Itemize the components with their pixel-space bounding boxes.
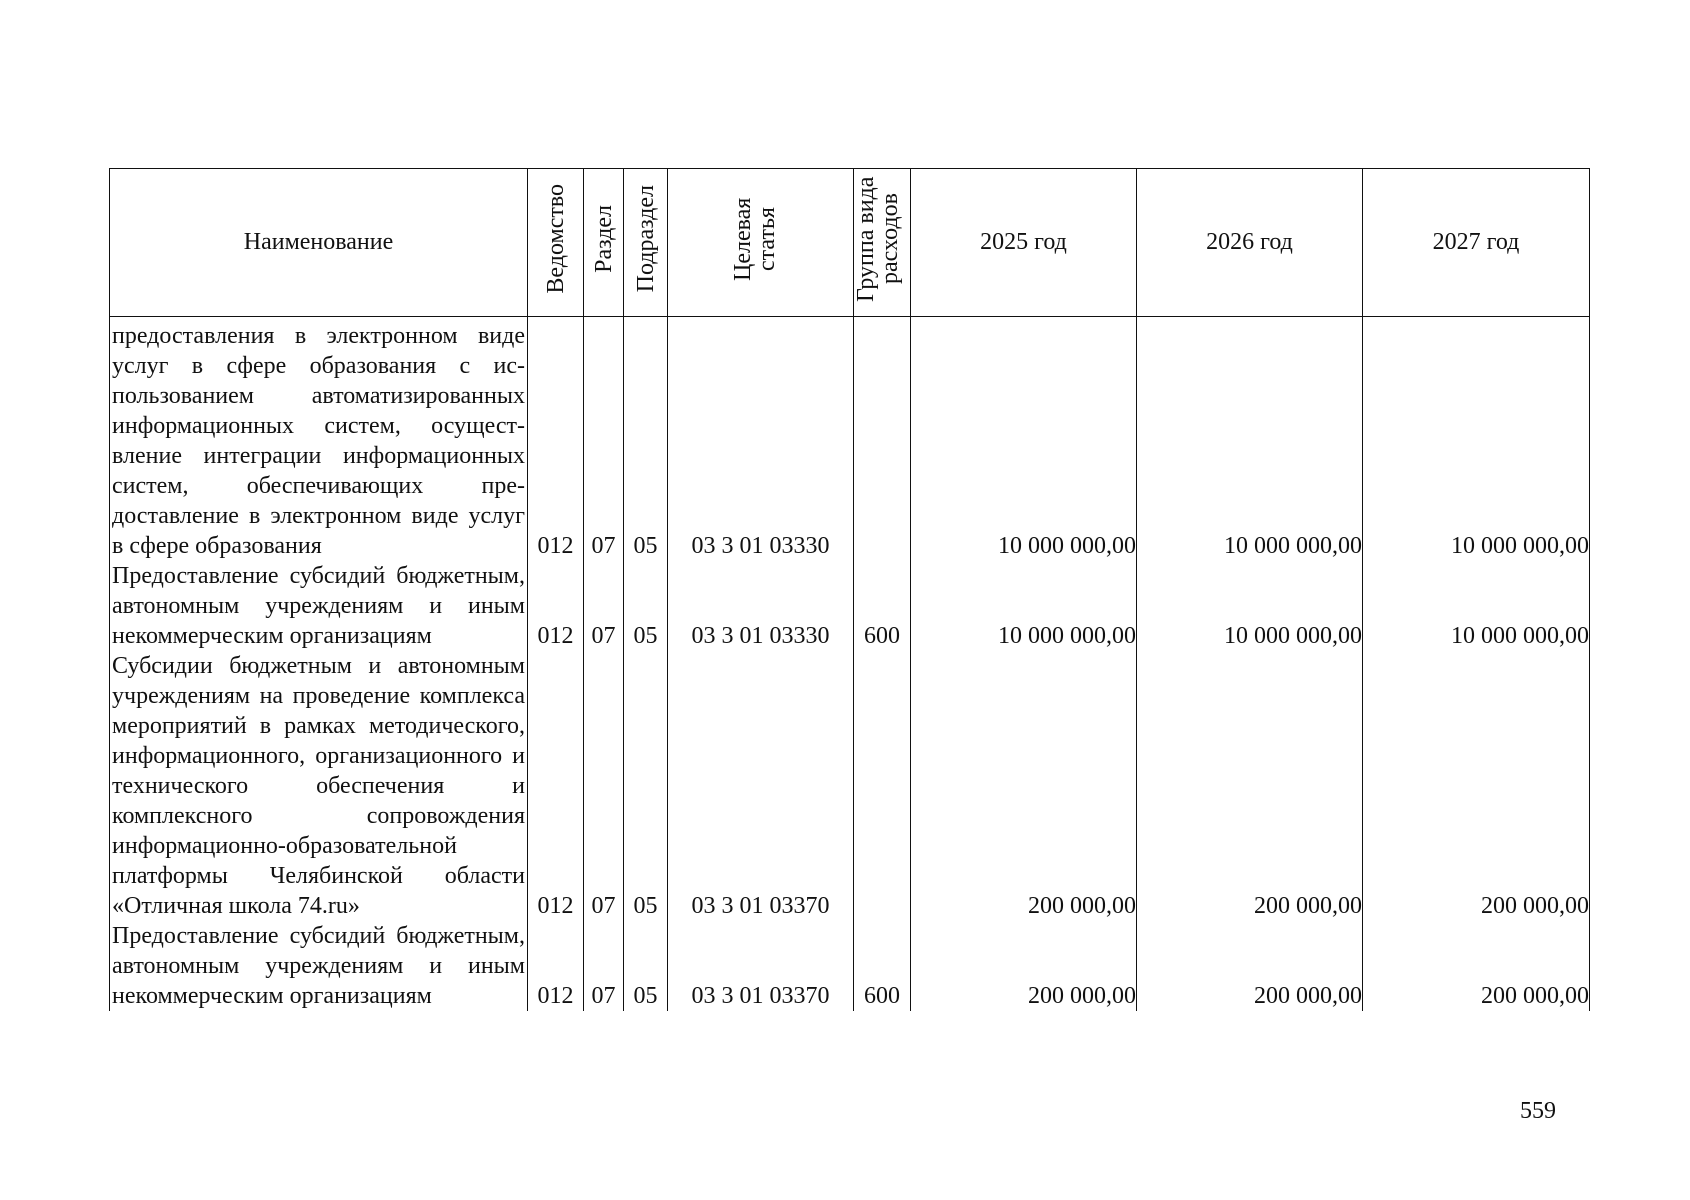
header-row <box>110 169 1590 317</box>
header-section: Раздел <box>584 169 624 317</box>
row-amount-2027: 200 000,00 <box>1363 651 1590 921</box>
row-agency: 012 <box>528 561 584 651</box>
row-section: 07 <box>584 317 624 562</box>
row-amount-2027: 10 000 000,00 <box>1363 317 1590 562</box>
row-expense-group <box>854 317 911 562</box>
row-amount-2025: 200 000,00 <box>911 921 1137 1011</box>
row-expense-group: 600 <box>854 921 911 1011</box>
header-name: Наименование <box>110 169 528 317</box>
header-expense-group: Группа вида расходов <box>854 169 911 317</box>
budget-table <box>109 168 1590 1011</box>
header-target-article: Целевая статья <box>668 169 854 317</box>
header-year-2025: 2025 год <box>911 169 1137 317</box>
row-name: предоставления в электронном виде услуг в сфере образования с использованием автоматизированных информационных систем, осуществление интеграции информационных систем, обеспечивающих предоставление в электронном виде услуг в сфере образования <box>110 317 528 562</box>
page-number: 559 <box>1520 1098 1556 1124</box>
row-subsection: 05 <box>624 651 668 921</box>
row-agency: 012 <box>528 317 584 562</box>
table-row <box>110 651 1590 921</box>
row-amount-2026: 10 000 000,00 <box>1137 561 1363 651</box>
header-agency: Ведомство <box>528 169 584 317</box>
row-expense-group: 600 <box>854 561 911 651</box>
row-section: 07 <box>584 561 624 651</box>
row-amount-2026: 200 000,00 <box>1137 651 1363 921</box>
table-row <box>110 561 1590 651</box>
row-subsection: 05 <box>624 921 668 1011</box>
row-section: 07 <box>584 921 624 1011</box>
header-year-2026: 2026 год <box>1137 169 1363 317</box>
row-agency: 012 <box>528 921 584 1011</box>
row-name: Субсидии бюджетным и автономным учреждениям на проведение комплекса мероприятий в рамках методического, информационного, организационного и технического обеспечения и комплексного сопровождения информационно-образовательной платформы Челябинской области «Отличная школа 74.ru» <box>110 651 528 921</box>
row-target-article: 03 3 01 03370 <box>668 921 854 1011</box>
table-row <box>110 921 1590 1011</box>
row-target-article: 03 3 01 03330 <box>668 561 854 651</box>
row-expense-group <box>854 651 911 921</box>
row-amount-2026: 200 000,00 <box>1137 921 1363 1011</box>
row-name: Предоставление субсидий бюджетным, автономным учреждениям и иным некоммерческим организациям <box>110 561 528 651</box>
row-amount-2025: 10 000 000,00 <box>911 561 1137 651</box>
table-row <box>110 317 1590 562</box>
header-year-2027: 2027 год <box>1363 169 1590 317</box>
row-name: Предоставление субсидий бюджетным, автономным учреждениям и иным некоммерческим организациям <box>110 921 528 1011</box>
row-target-article: 03 3 01 03370 <box>668 651 854 921</box>
row-agency: 012 <box>528 651 584 921</box>
row-subsection: 05 <box>624 317 668 562</box>
row-section: 07 <box>584 651 624 921</box>
row-amount-2025: 10 000 000,00 <box>911 317 1137 562</box>
row-target-article: 03 3 01 03330 <box>668 317 854 562</box>
row-amount-2026: 10 000 000,00 <box>1137 317 1363 562</box>
row-amount-2025: 200 000,00 <box>911 651 1137 921</box>
row-subsection: 05 <box>624 561 668 651</box>
row-amount-2027: 10 000 000,00 <box>1363 561 1590 651</box>
header-subsection: Подраздел <box>624 169 668 317</box>
row-amount-2027: 200 000,00 <box>1363 921 1590 1011</box>
